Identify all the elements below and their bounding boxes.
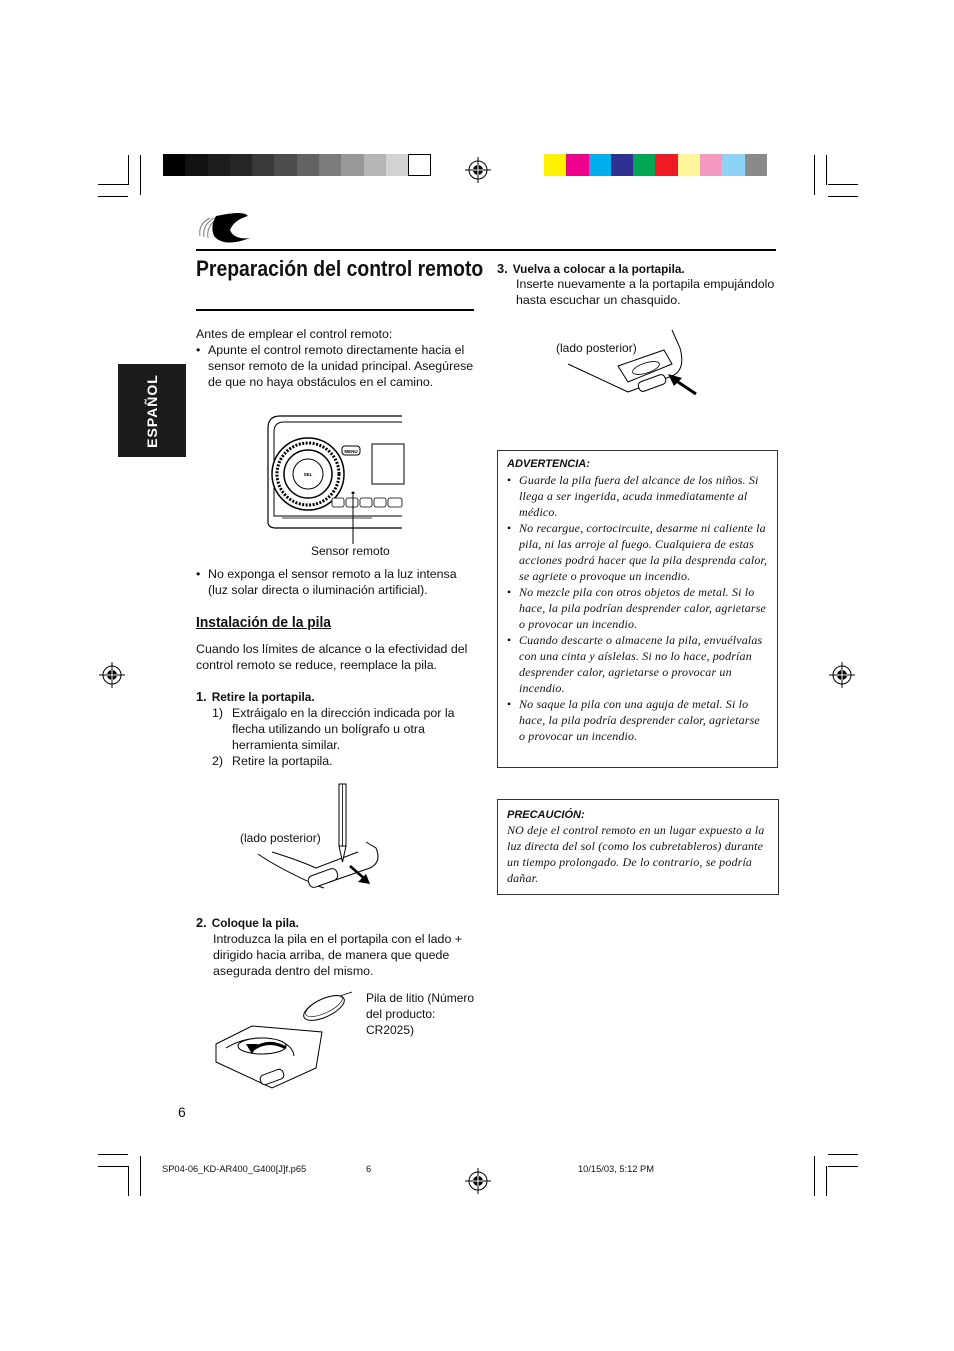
- step-2-number: 2.: [196, 915, 207, 930]
- step-3: [497, 261, 777, 308]
- step-1-title: Retire la portapila.: [211, 690, 315, 704]
- color-swatch: [544, 154, 566, 176]
- registration-target-top: [465, 157, 491, 183]
- section-heading: Instalación de la pila: [196, 614, 331, 631]
- caution-box: [497, 799, 779, 895]
- step-1-sub1: Extráigalo en la dirección indicada por la flecha utilizando un bolígrafo u otra herramienta similar.: [232, 706, 455, 752]
- sensor-label: Sensor remoto: [311, 544, 390, 558]
- step-1: [196, 689, 478, 769]
- registration-target-bottom: [465, 1168, 491, 1194]
- warning-item-3: • No mezcle pila con otros objetos de metal. Si lo hace, la pila podrían desprender calor, agrietarse o provocar un incendio.: [507, 584, 768, 632]
- intro-bullet-2: • No exponga el sensor remoto a la luz intensa (luz solar directa o iluminación artificial).: [196, 566, 476, 598]
- head-unit-illustration: [262, 414, 404, 530]
- remove-holder-illustration: [258, 782, 388, 897]
- gray-swatch: [297, 154, 319, 176]
- step-2-title: Coloque la pila.: [211, 916, 299, 930]
- step-2: [196, 915, 478, 979]
- color-swatch: [745, 154, 767, 176]
- replace-holder-illustration: [568, 326, 708, 411]
- gray-swatch: [185, 154, 207, 176]
- color-swatch: [611, 154, 633, 176]
- footer-date: 10/15/03, 5:12 PM: [578, 1164, 654, 1174]
- page-number: 6: [178, 1104, 186, 1120]
- color-swatch: [566, 154, 588, 176]
- gray-swatch: [408, 154, 430, 176]
- language-side-tab: [118, 364, 186, 457]
- gray-swatch: [163, 154, 185, 176]
- warning-item-1: • Guarde la pila fuera del alcance de los niños. Si llega a ser ingerida, acuda inmediatamente al médico.: [507, 472, 768, 520]
- footer-page: 6: [366, 1164, 372, 1174]
- gray-swatch: [386, 154, 408, 176]
- step-3-text: Inserte nuevamente a la portapila empujándolo hasta escuchar un chasquido.: [516, 277, 775, 307]
- intro-block: [196, 326, 476, 390]
- color-swatch: [655, 154, 677, 176]
- menu-label: MENU: [344, 449, 358, 454]
- step-3-title: Vuelva a colocar a la portapila.: [512, 262, 685, 276]
- intro-bullet-1: • Apunte el control remoto directamente hacia el sensor remoto de la unidad principal. Asegúrese de que no haya obstáculos en el camino.: [196, 342, 476, 390]
- intro-lead: Antes de emplear el control remoto:: [196, 327, 393, 341]
- page-title: Preparación del control remoto: [196, 256, 484, 281]
- step-1-sub2-number: 2): [212, 754, 224, 768]
- step-1-sub1-number: 1): [212, 706, 224, 720]
- step-1-figure-label: (lado posterior): [240, 831, 321, 845]
- grayscale-calibration-bar: [163, 154, 431, 176]
- footer-file: SP04-06_KD-AR400_G400[J]f.p65: [162, 1164, 307, 1174]
- color-calibration-bar: [544, 154, 767, 176]
- color-swatch: [700, 154, 722, 176]
- color-swatch: [722, 154, 744, 176]
- header-rule: [196, 249, 776, 251]
- warning-box: [497, 450, 778, 768]
- color-swatch: [678, 154, 700, 176]
- registration-target-right: [829, 662, 855, 688]
- gray-swatch: [341, 154, 363, 176]
- gray-swatch: [319, 154, 341, 176]
- caution-heading: PRECAUCIÓN:: [507, 809, 585, 821]
- warning-item-4: • Cuando descarte o almacene la pila, envuélvalas con una cinta y aíslelas. Si no lo hace, podrían desprender calor, agrietarse o provocar un incendio.: [507, 632, 768, 696]
- remote-swoosh-icon: [194, 210, 252, 246]
- step-1-sub2: Retire la portapila.: [232, 754, 333, 768]
- gray-swatch: [274, 154, 296, 176]
- gray-swatch: [252, 154, 274, 176]
- gray-swatch: [230, 154, 252, 176]
- gray-swatch: [364, 154, 386, 176]
- language-label: ESPAÑOL: [144, 373, 160, 448]
- step-3-number: 3.: [497, 261, 508, 276]
- title-rule: [196, 309, 474, 311]
- color-swatch: [633, 154, 655, 176]
- step-2-figure-label: Pila de litio (Número del producto: CR2025): [366, 991, 475, 1037]
- warning-heading: ADVERTENCIA:: [507, 458, 590, 470]
- step-2-text: Introduzca la pila en el portapila con el lado + dirigido hacia arriba, de manera que quede asegurada dentro del mismo.: [213, 932, 463, 978]
- sel-label: SEL: [303, 472, 313, 477]
- registration-target-left: [99, 662, 125, 688]
- step-1-number: 1.: [196, 689, 207, 704]
- warning-item-2: • No recargue, cortocircuite, desarme ni caliente la pila, ni las arroje al fuego. Cualquiera de estas acciones podrá hacer que la pila desprenda calor, se agriete o provoque un incendio.: [507, 520, 768, 584]
- color-swatch: [589, 154, 611, 176]
- insert-battery-illustration: [212, 988, 357, 1093]
- step-3-figure-label: (lado posterior): [556, 341, 637, 355]
- gray-swatch: [208, 154, 230, 176]
- caution-text: NO deje el control remoto en un lugar expuesto a la luz directa del sol (como los cubretableros) durante un tiempo prolongado. De lo contrario, se podría dañar.: [507, 823, 765, 885]
- section-lead: Cuando los límites de alcance o la efectividad del control remoto se reduce, reemplace la pila.: [196, 642, 468, 672]
- warning-item-5: • No saque la pila con una aguja de metal. Si lo hace, la pila podría desprender calor, agrietarse o provocar un incendio.: [507, 696, 768, 744]
